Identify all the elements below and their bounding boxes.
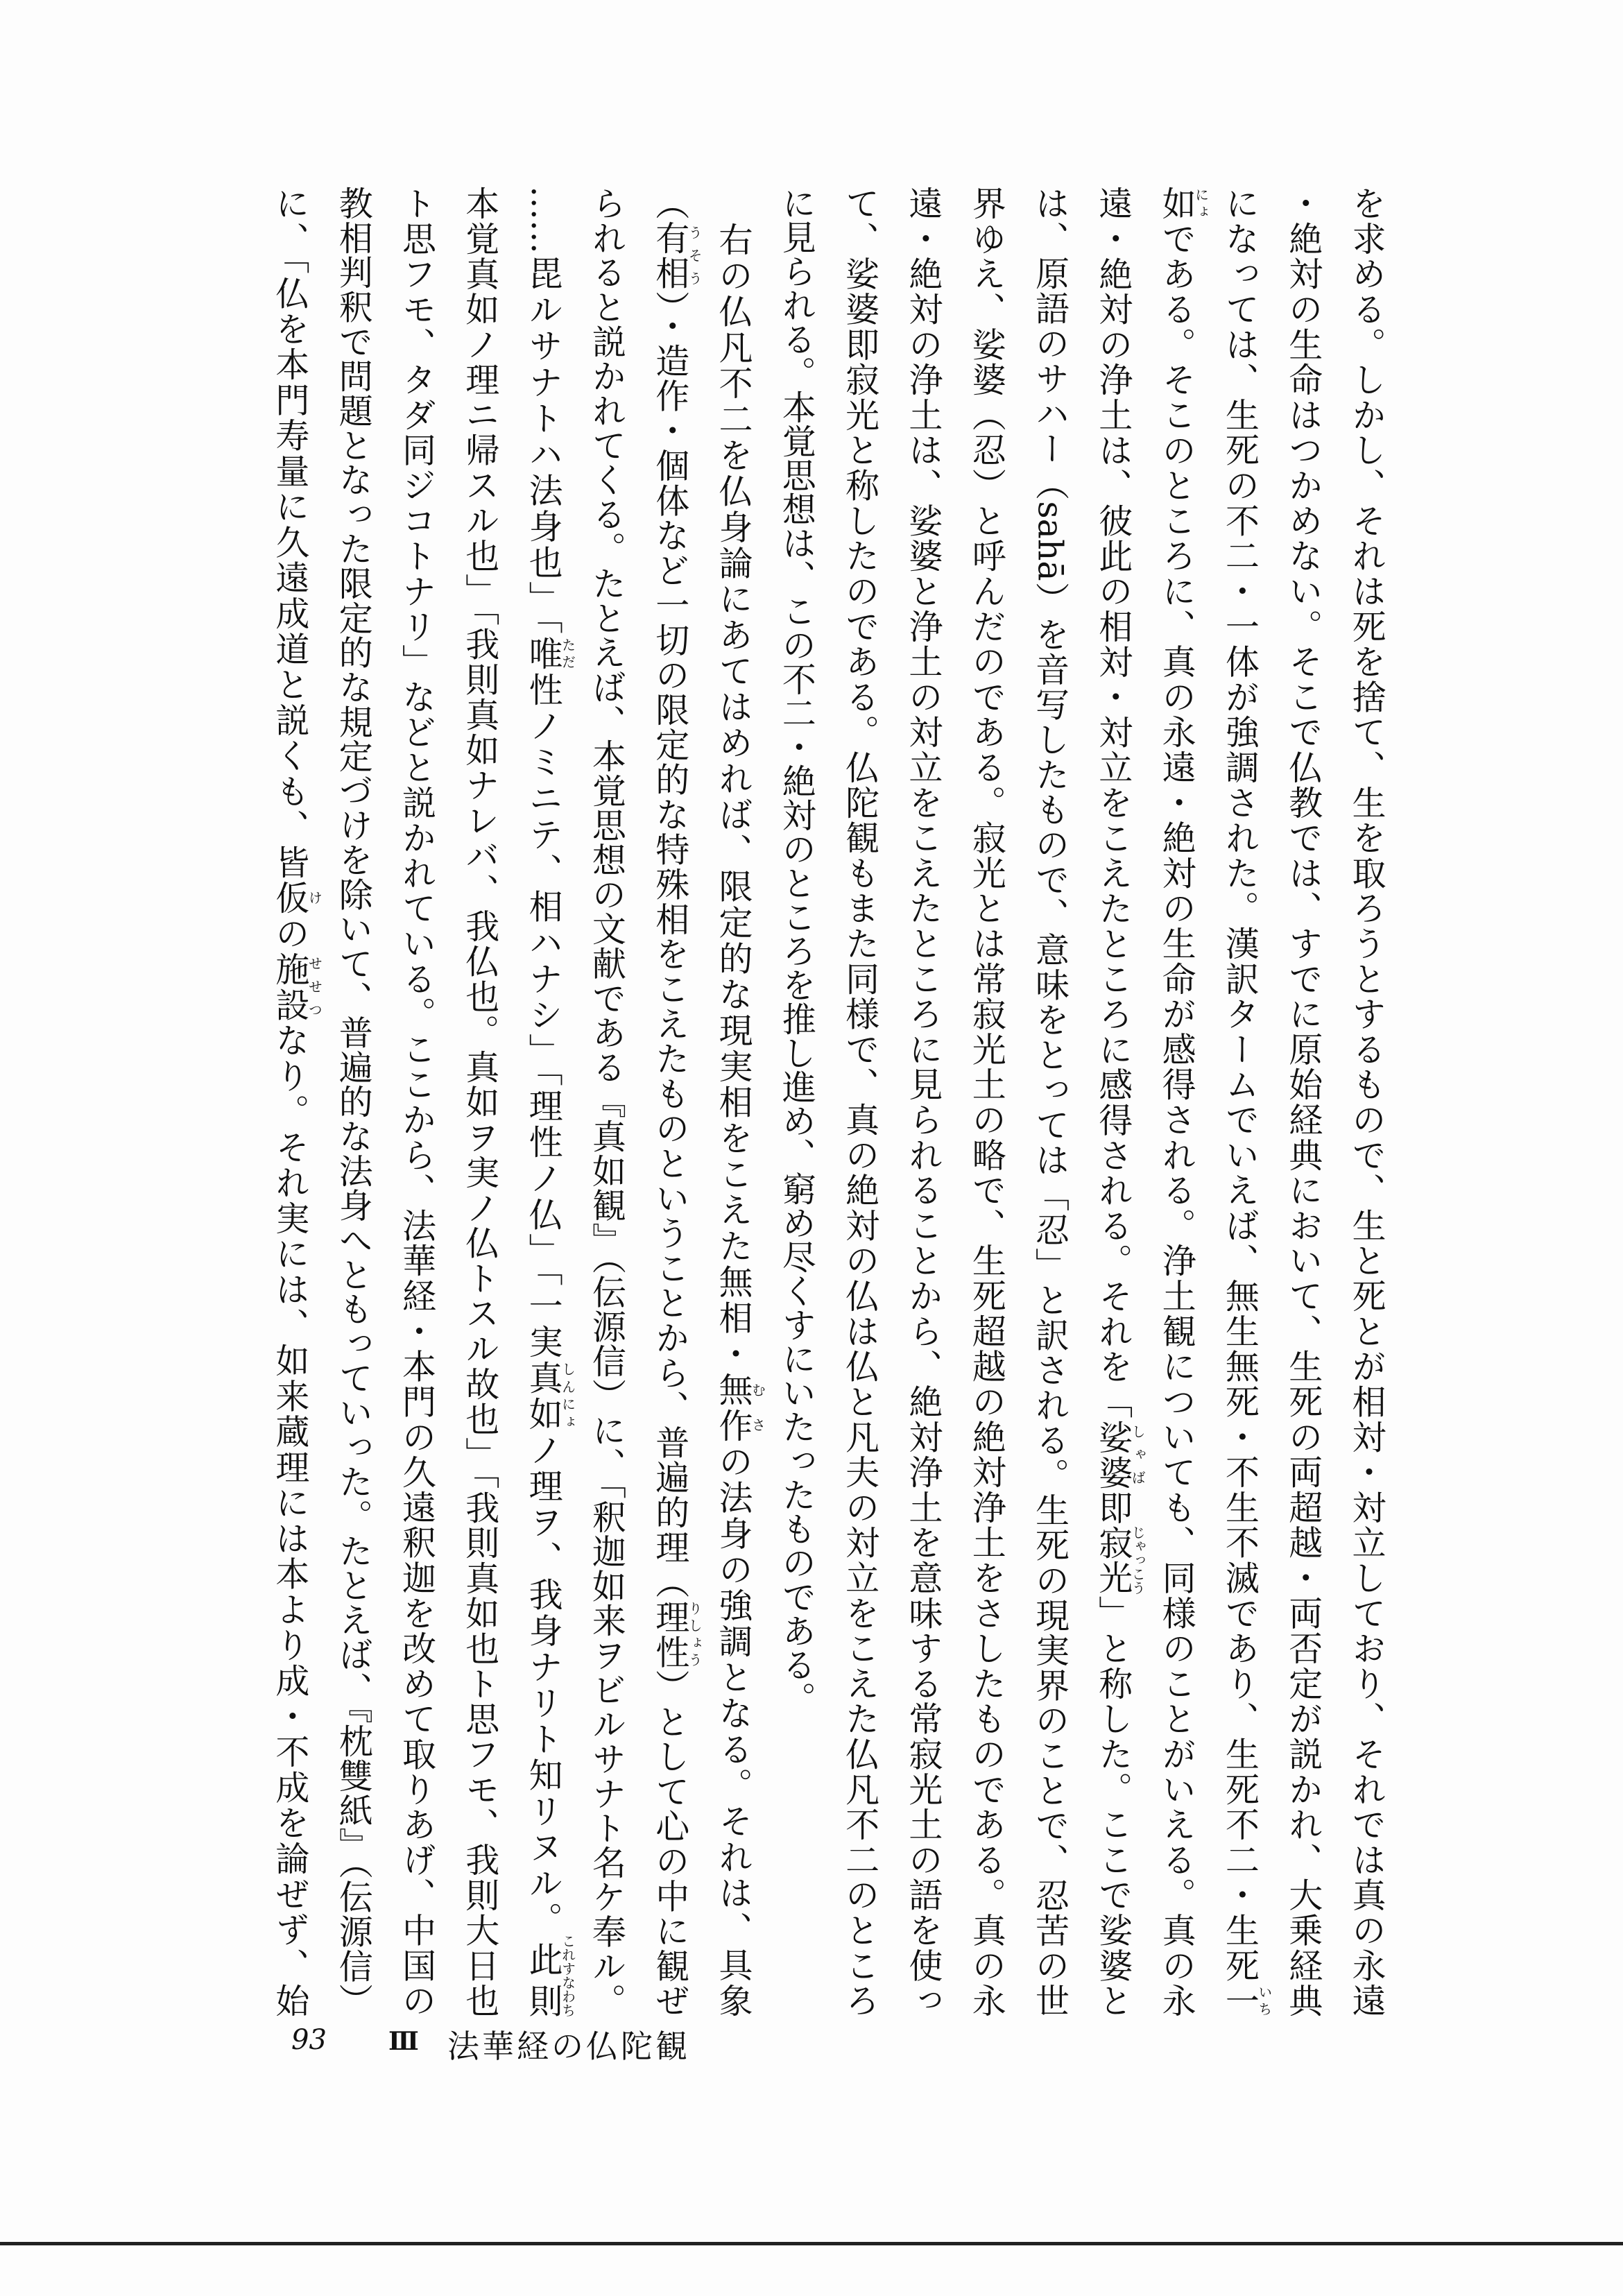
ruby-annotation: 仮け [270,880,323,916]
text-column: ・絶対の生命はつかめない。そこで仏教では、すでに原始経典において、生死の両超越・両否定が説かれ、大乗経典 [1283,186,1323,2017]
text-column: ……毘ルサナトハ法身也」「唯ただ性ノミニテ、相ハナシ」「理性ノ仏」「一実真如しんにょノ理ヲ、我身ナリト知リヌル。此則これすなわち [524,186,576,2018]
chapter-title: 法華経の仏陀観 [447,2028,690,2065]
ruby-annotation: 真如しんにょ [524,1360,576,1432]
ruby-annotation: 無作むさ [714,1372,766,1444]
ruby-annotation: 娑婆しゃば [1093,1419,1147,1491]
ruby-annotation: 如にょ [1157,186,1210,221]
text-column: 遠・絶対の浄土は、娑婆と浄土の対立をこえたところに見られることから、絶対浄土を意味する常寂光土の語を使っ [903,186,943,2018]
text-column: 如にょである。そこのところに、真の永遠・絶対の生命が感得される。浄土観についても、同様のことがいえる。真の永 [1157,186,1210,2018]
ruby-annotation: 唯ただ [524,636,576,673]
ruby-annotation: 有相うそう [650,221,703,291]
ruby-annotation: 施設せせつ [270,951,323,1023]
text-column: は、原語のサハー（sahā）を音写したもので、意味をとっては「忍」と訳される。生死の現実界のことで、忍苦の世 [1030,186,1070,2017]
text-column: に見られる。本覚思想は、この不二・絶対のところを推し進め、窮め尽くすにいたったものである。 [777,186,817,1715]
ruby-annotation: 理性りしょう [650,1599,703,1670]
text-column: 遠・絶対の浄土は、彼此の相対・対立をこえたところに感得される。それを「娑婆しゃば即寂光じゃっこう」と称した。ここで娑婆と [1093,186,1147,2018]
ruby-annotation: 此則これすなわち [524,1934,576,2018]
text-column: 本覚真如ノ理ニ帰スル也」「我則真如ナレバ、我仏也。真如ヲ実ノ仏トスル故也」「我則真如也ト思フモ、我則大日也 [460,186,500,2018]
ruby-annotation: 一いち [1220,1983,1273,2017]
text-column: になっては、生死の不二・一体が強調された。漢訳タームでいえば、無生無死・不生不滅であり、生死不二・生死一いち [1220,186,1273,2017]
part-number: Ⅲ [388,2027,419,2056]
ruby-annotation: 寂光じゃっこう [1093,1525,1147,1595]
text-column: 右の仏凡不二を仏身論にあてはめれば、限定的な現実相をこえた無相・無作むさの法身の強調となる。それは、具象 [714,186,766,2018]
text-column: 教相判釈で問題となった限定的な規定づけを除いて、普遍的な法身へともっていった。たとえば、『枕雙紙』（伝源信） [334,186,374,2017]
text-column: て、娑婆即寂光と称したのである。仏陀観もまた同様で、真の絶対の仏は仏と凡夫の対立をこえた仏凡不二のところ [840,186,880,2018]
text-column: 界ゆえ、娑婆（忍）と呼んだのである。寂光とは常寂光土の略で、生死超越の絶対浄土をさしたものである。真の永 [967,186,1007,2017]
text-column: ト思フモ、タダ同ジコトナリ」などと説かれている。ここから、法華経・本門の久遠釈迦を改めて取りあげ、中国の [397,186,437,2018]
text-column: を求める。しかし、それは死を捨て、生を取ろうとするもので、生と死とが相対・対立しており、それでは真の永遠 [1347,186,1386,2017]
text-column: に、「仏を本門寿量に久遠成道と説くも、皆仮けの施設せせつなり。それ実には、如来蔵理には本より成・不成を論ぜず、始 [270,186,323,2018]
bottom-rule [0,2242,1623,2245]
text-column: られると説かれてくる。たとえば、本覚思想の文献である『真如観』（伝源信）に、「釈迦如来ヲビルサナト名ケ奉ル。 [587,186,627,2017]
text-column: （有相うそう）・造作・個体など一切の限定的な特殊相をこえたものということから、普遍的理（理性りしょう）として心の中に観ぜ [650,186,703,2018]
page-number: 93 [291,2024,327,2056]
